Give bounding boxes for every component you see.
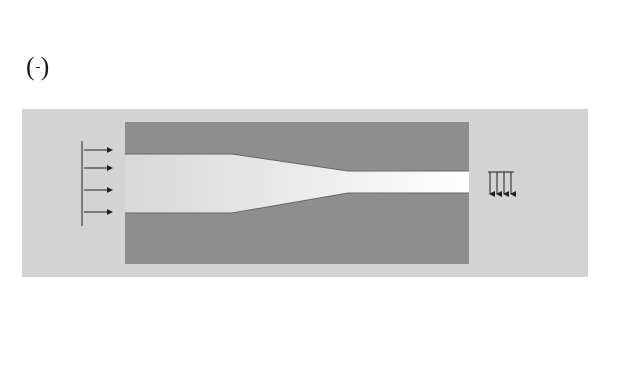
right-paren: ) (40, 52, 50, 81)
left-paren: ( (26, 52, 35, 81)
problem-question (10, 309, 605, 330)
